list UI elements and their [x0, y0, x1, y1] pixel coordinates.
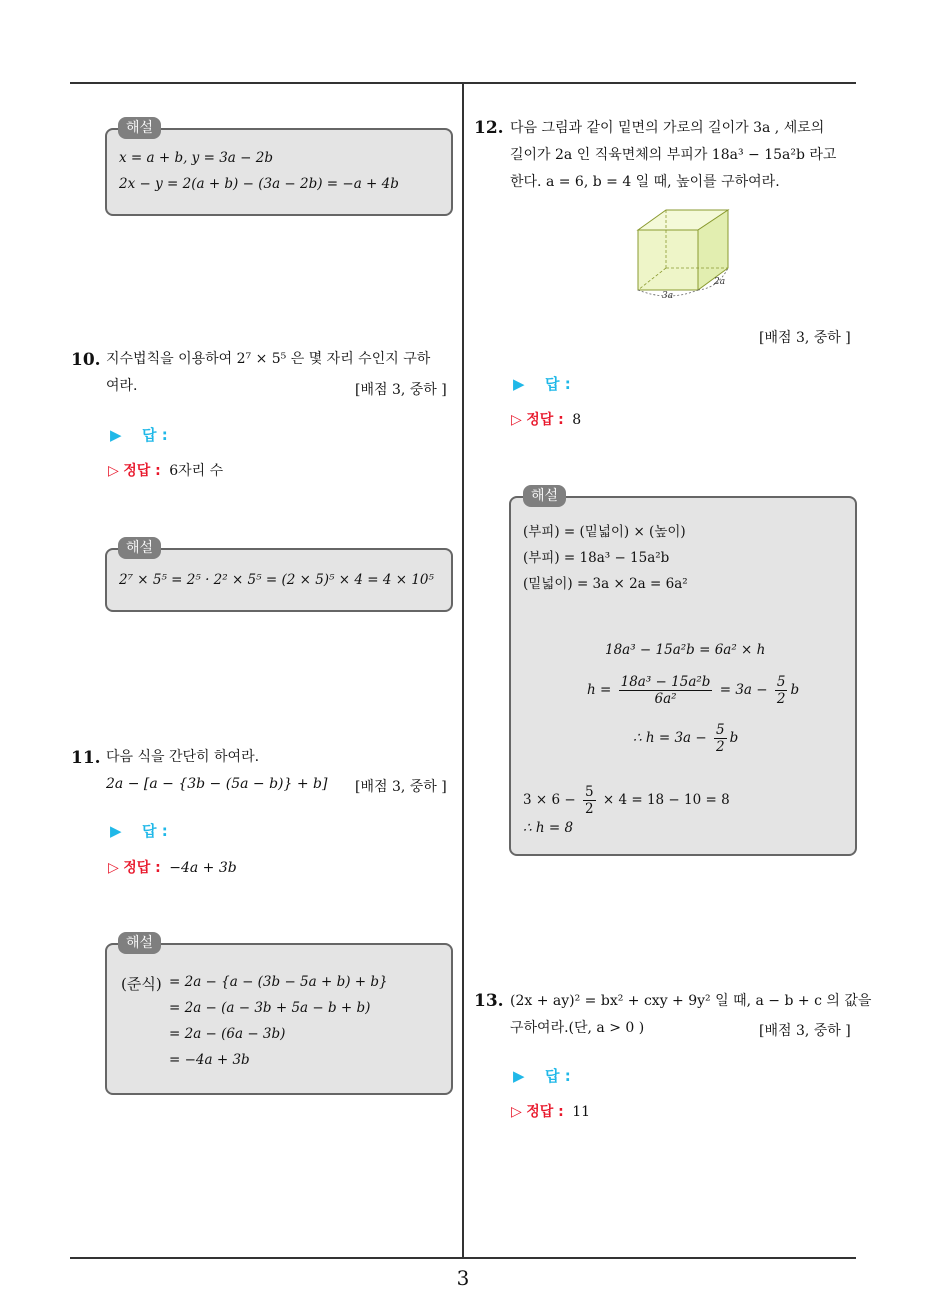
question-text: 구하여라.(단, a > 0 ): [510, 1020, 645, 1036]
correct-answer: −4a + 3b: [169, 860, 237, 876]
answer-row: [110, 820, 168, 841]
play-icon: ▶: [110, 426, 122, 444]
solution-tail: × 4 = 18 − 10 = 8: [602, 792, 730, 808]
solution-tail: b: [790, 682, 800, 698]
answer-label: 답 :: [142, 822, 168, 840]
solution-box-12: [509, 496, 857, 856]
solution-tag: 해설: [118, 932, 161, 954]
correct-answer: 8: [572, 412, 582, 428]
answer-row: [513, 1065, 571, 1086]
solution-line: x = a + b, y = 3a − 2b: [119, 150, 273, 166]
solution-pre: 3 × 6 −: [523, 792, 576, 808]
question-text: 다음 그림과 같이 밑면의 가로의 길이가 3a , 세로의: [510, 120, 825, 136]
correct-label: 정답 :: [526, 1104, 564, 1120]
score-label: [배점 3, 중하 ]: [759, 330, 851, 346]
solution-line: 18a³ − 15a²b = 6a² × h: [605, 642, 766, 658]
numerator: 5: [584, 784, 594, 800]
denominator: 2: [584, 801, 594, 817]
correct-row: [108, 857, 237, 877]
numerator: 5: [776, 674, 786, 690]
answer-row: [110, 424, 168, 445]
correct-label: 정답 :: [123, 463, 161, 479]
play-icon: ▶: [513, 1067, 525, 1085]
correct-answer: 11: [572, 1104, 591, 1120]
solution-line: = 2a − (6a − 3b): [169, 1026, 286, 1042]
solution-pre: ∴ h = 3a −: [633, 730, 707, 746]
correct-row: [108, 460, 223, 480]
fraction: [583, 784, 596, 817]
triangle-outline-icon: ▷: [108, 463, 119, 479]
question-number: 10.: [71, 350, 101, 370]
solution-fraction-line: [523, 784, 730, 817]
solution-fraction-line: [633, 722, 738, 755]
play-icon: ▶: [513, 375, 525, 393]
correct-label: 정답 :: [123, 860, 161, 876]
solution-mid: = 3a −: [719, 682, 768, 698]
solution-line: 2⁷ × 5⁵ = 2⁵ · 2² × 5⁵ = (2 × 5)⁵ × 4 = 4 × 10⁵: [119, 572, 434, 588]
solution-label: (준식): [121, 975, 162, 993]
question-expression: 2a − [a − {3b − (5a − b)} + b]: [106, 776, 328, 792]
question-number: 11.: [71, 748, 101, 768]
solution-line: (부피) = (밑넓이) × (높이): [523, 524, 686, 540]
cuboid-figure: [626, 206, 744, 302]
triangle-outline-icon: ▷: [108, 860, 119, 876]
question-text: 다음 식을 간단히 하여라.: [106, 749, 260, 765]
triangle-outline-icon: ▷: [511, 412, 522, 428]
question-text: (2x + ay)² = bx² + cxy + 9y² 일 때, a − b + c 의 값을: [510, 993, 872, 1009]
solution-line: 2x − y = 2(a + b) − (3a − 2b) = −a + 4b: [119, 176, 399, 192]
question-text: 한다. a = 6, b = 4 일 때, 높이를 구하여라.: [510, 174, 780, 190]
correct-row: [511, 409, 581, 429]
question-number: 12.: [474, 118, 504, 138]
play-icon: ▶: [110, 822, 122, 840]
fraction: [619, 674, 713, 707]
numerator: 18a³ − 15a²b: [620, 674, 711, 690]
solution-box-9: [105, 128, 453, 216]
correct-answer: 6자리 수: [169, 463, 224, 479]
depth-label: 2a: [714, 277, 726, 287]
solution-lhs: h =: [587, 682, 612, 698]
answer-row: [513, 373, 571, 394]
solution-tag: 해설: [118, 117, 161, 139]
score-label: [배점 3, 중하 ]: [759, 1023, 851, 1039]
question-text: 지수법칙을 이용하여 2⁷ × 5⁵ 은 몇 자리 수인지 구하: [106, 351, 431, 367]
answer-label: 답 :: [545, 375, 571, 393]
answer-label: 답 :: [545, 1067, 571, 1085]
denominator: 2: [716, 739, 725, 755]
fraction: [714, 722, 727, 755]
fraction: [775, 674, 788, 707]
page-number: 3: [456, 1266, 470, 1290]
solution-line: = 2a − (a − 3b + 5a − b + b): [169, 1000, 371, 1016]
correct-label: 정답 :: [526, 412, 564, 428]
question-text: 여라.: [106, 378, 138, 394]
score-label: [배점 3, 중하 ]: [355, 779, 447, 795]
solution-tag: 해설: [118, 537, 161, 559]
numerator: 5: [716, 722, 725, 738]
question-text: 길이가 2a 인 직육면체의 부피가 18a³ − 15a²b 라고: [510, 147, 837, 163]
solution-line: = −4a + 3b: [169, 1052, 250, 1068]
correct-row: [511, 1101, 590, 1121]
denominator: 2: [776, 691, 786, 707]
width-label: 3a: [662, 291, 674, 301]
solution-line: = 2a − {a − (3b − 5a + b) + b}: [169, 974, 388, 990]
column-divider: [462, 84, 464, 1258]
solution-tag: 해설: [523, 485, 566, 507]
score-label: [배점 3, 중하 ]: [355, 382, 447, 398]
answer-label: 답 :: [142, 426, 168, 444]
solution-line: ∴ h = 8: [523, 820, 574, 836]
solution-tail: b: [729, 730, 739, 746]
solution-line: (밑넓이) = 3a × 2a = 6a²: [523, 576, 688, 592]
solution-line: (부피) = 18a³ − 15a²b: [523, 550, 670, 566]
cuboid-front-face: [638, 230, 698, 290]
solution-box-11: [105, 943, 453, 1095]
triangle-outline-icon: ▷: [511, 1104, 522, 1120]
question-number: 13.: [474, 991, 504, 1011]
denominator: 6a²: [654, 691, 677, 707]
solution-fraction-line: [587, 674, 799, 707]
